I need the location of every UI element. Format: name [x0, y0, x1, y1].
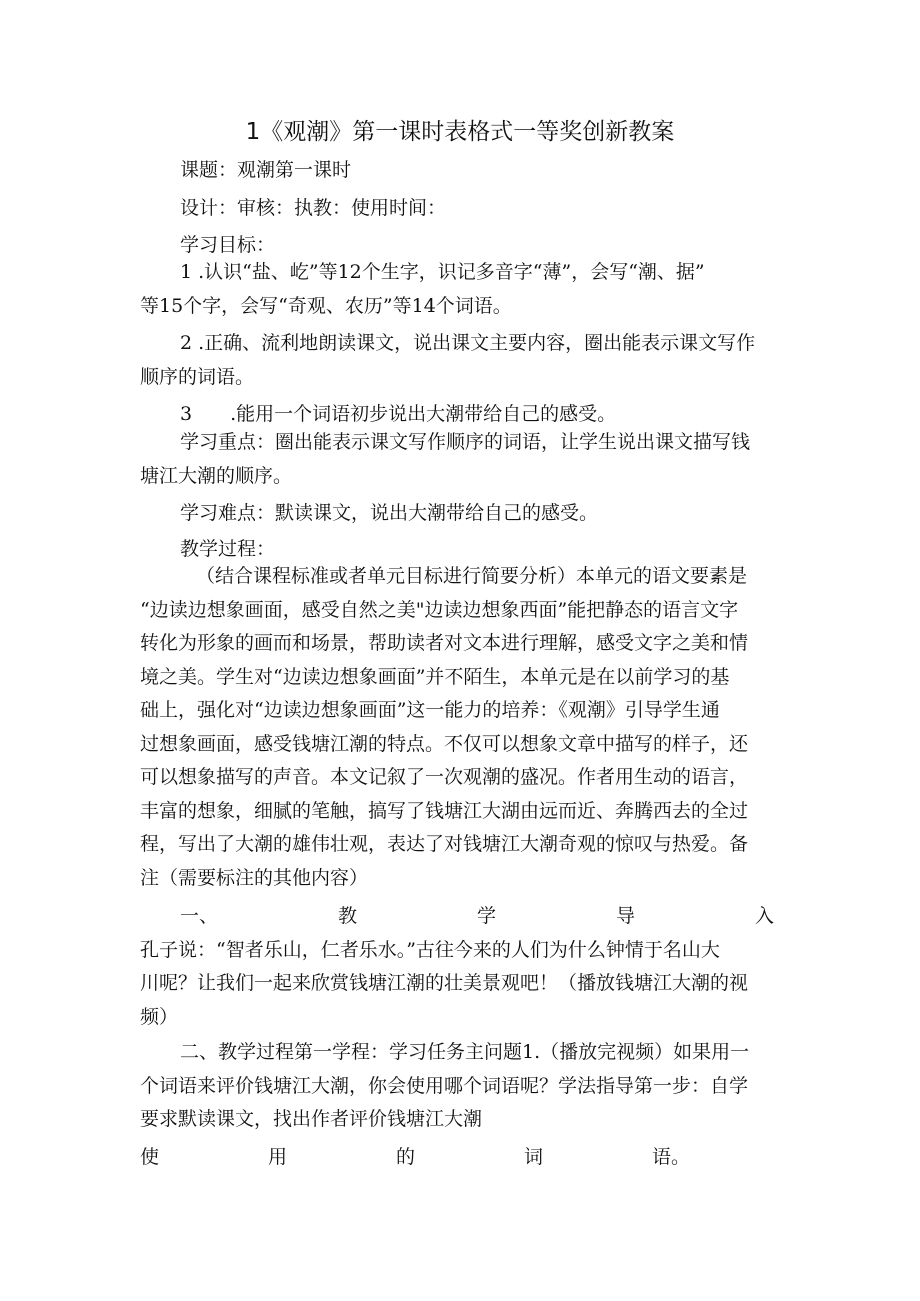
section-2-word: 的: [395, 1145, 415, 1168]
goal-3: 3 .能用一个词语初步说出大潮带给自己的感受。: [180, 403, 617, 425]
analysis-paragraph: [140, 560, 784, 895]
analysis-line: 转化为形象的画而和场景，帮助读者对文本进行理解，感受文字之美和情: [140, 632, 749, 654]
analysis-line: 境之美。学生对“边读边想象画面”并不陌生，本单元是在以前学习的基: [140, 665, 730, 688]
section-1-body-line: 频）: [140, 1005, 179, 1028]
section-1-heading: [140, 900, 784, 934]
goal-2-line-1: 2 .正确、流利地朗读课文，说出课文主要内容，圈出能表示课文写作: [180, 332, 756, 354]
lesson-info: [140, 154, 784, 263]
section-2-word: 语。: [651, 1145, 690, 1168]
difficulty: 学习难点：默读课文，说出大潮带给自己的感受。: [180, 502, 599, 524]
section-1-word: 导: [615, 905, 635, 927]
goals-heading: 学习目标：: [180, 234, 276, 256]
goal-1-line-1: 1 .认识“盐、屹”等12个生字，识记多音字“薄”，会写“潮、据”: [180, 261, 705, 283]
lesson-meta: 设计：审核：执教：使用时间：: [180, 196, 447, 219]
section-2-body-line: 二、教学过程第一学程：学习任务主问题1.（播放完视频）如果用一: [180, 1041, 750, 1063]
section-1-word: 教: [337, 905, 357, 927]
section-1-word: 学: [476, 905, 496, 927]
section-1-word: 入: [754, 905, 774, 927]
section-2-word: 用: [267, 1145, 287, 1168]
section-teaching-intro: [140, 900, 784, 1034]
section-1-body-line: 川呢？让我们一起来欣赏钱塘江潮的壮美景观吧！（播放钱塘江大潮的视: [140, 972, 749, 994]
section-2-spaced-line: [140, 1141, 784, 1175]
analysis-line: 程，写出了大潮的雄伟壮观，表达了对钱塘江大潮奇观的惊叹与热爱。备: [140, 833, 749, 855]
lesson-topic: 课题：观潮第一课时: [180, 159, 352, 181]
section-2-body-line: 个词语来评价钱塘江大潮，你会使用哪个词语呢？学法指导第一步：自学: [140, 1074, 749, 1097]
goals-list: [140, 256, 784, 432]
analysis-line: 础上，强化对“边读边想象画面”这一能力的培养：《观潮》引导学生通: [140, 699, 720, 721]
analysis-line: 过想象画面，感受钱塘江潮的特点。不仅可以想象文章中描写的样子，还: [140, 732, 749, 755]
key-point-line-1: 学习重点：圈出能表示课文写作顺序的词语，让学生说出课文描写钱: [180, 431, 751, 453]
section-2-word: 词: [523, 1145, 543, 1168]
section-2-body-line: 要求默读课文，找出作者评价钱塘江大潮: [140, 1108, 483, 1130]
section-1-word: 一、: [180, 905, 219, 927]
analysis-line: 注（需要标注的其他内容）: [140, 866, 369, 889]
goal-1-line-2: 等15个字，会写“奇观、农历”等14个词语。: [140, 294, 512, 317]
section-1-body-line: 孔子说：“智者乐山，仁者乐水。”古往今来的人们为什么钟情于名山大: [140, 938, 720, 961]
key-point-line-2: 塘江大潮的顺序。: [140, 464, 293, 487]
process-heading: 教学过程：: [180, 537, 276, 560]
key-points: [140, 426, 784, 566]
section-teaching-process: [140, 1036, 784, 1174]
analysis-line: 丰富的想象，细腻的笔触，搞写了钱塘江大湖由远而近、奔腾西去的全过: [140, 799, 749, 822]
analysis-line: （结合课程标准或者单元目标进行简要分析）本单元的语文要素是: [196, 565, 748, 587]
analysis-line: 可以想象描写的声音。本文记叙了一次观潮的盛况。作者用生动的语言，: [140, 766, 749, 788]
goal-2-line-2: 顺序的词语。: [140, 365, 255, 388]
section-2-word: 使: [140, 1145, 160, 1168]
document-title: 1《观潮》第一课时表格式一等奖创新教案: [245, 119, 675, 145]
analysis-line: “边读边想象画面，感受自然之美"边读边想象西面”能把静态的语言文字: [140, 598, 739, 621]
